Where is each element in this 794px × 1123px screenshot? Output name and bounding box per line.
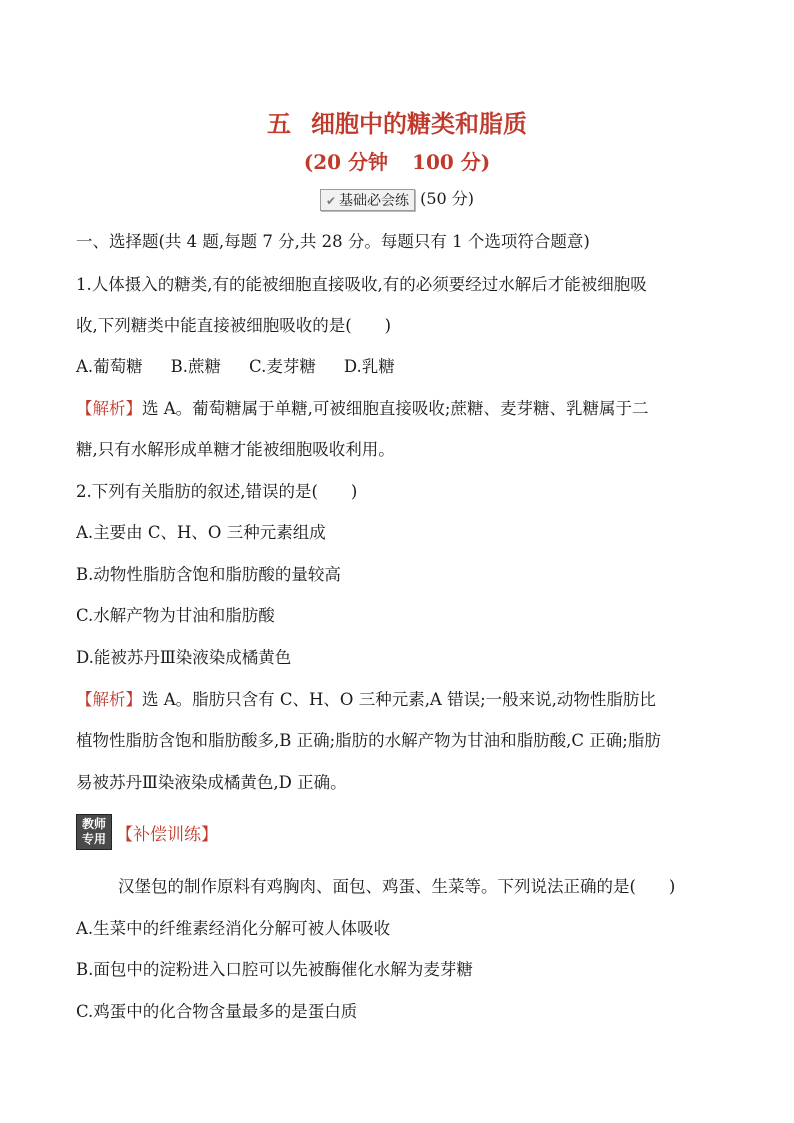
- q2-analysis-line1: [76, 690, 726, 710]
- q1-analysis-text1: 选 A。葡萄糖属于单糖,可被细胞直接吸收;蔗糖、麦芽糖、乳糖属于二: [142, 399, 649, 418]
- time-limit: (20 分钟: [303, 150, 389, 174]
- q2-stem: 2.下列有关脂肪的叙述,错误的是( ): [76, 482, 358, 501]
- teacher-icon-bottom: 专用: [81, 832, 106, 846]
- chapter-title: 细胞中的糖类和脂质: [311, 110, 527, 138]
- q2-option-d: D.能被苏丹Ⅲ染液染成橘黄色: [76, 648, 292, 667]
- q1-analysis-tag: 【解析】: [76, 399, 142, 418]
- teacher-only-icon: [76, 814, 112, 850]
- q1-analysis-line1: [76, 399, 726, 419]
- time-score-line: [0, 146, 794, 175]
- teacher-only-block: [76, 814, 218, 850]
- q1-stem-line2: 收,下列糖类中能直接被细胞吸收的是( ): [76, 316, 392, 335]
- section-badge: [320, 189, 415, 211]
- checkmark-icon: ✔: [325, 193, 337, 208]
- page-title: [0, 104, 794, 139]
- q2-option-a: A.主要由 C、H、O 三种元素组成: [76, 523, 326, 542]
- section-header: [0, 186, 794, 211]
- q1-option-d: D.乳糖: [343, 357, 395, 376]
- q1-stem-line1: 1.人体摄入的糖类,有的能被细胞直接吸收,有的必须要经过水解后才能被细胞吸: [76, 275, 647, 294]
- section-label: 基础必会练: [339, 192, 410, 209]
- section-score: (50 分): [420, 189, 475, 208]
- q1-option-c: C.麦芽糖: [249, 357, 316, 376]
- q2-option-b: B.动物性脂肪含饱和脂肪酸的量较高: [76, 565, 341, 584]
- q1-analysis-line2: 糖,只有水解形成单糖才能被细胞吸收利用。: [76, 440, 395, 459]
- q2-analysis-line3: 易被苏丹Ⅲ染液染成橘黄色,D 正确。: [76, 773, 347, 792]
- supplement-option-c: C.鸡蛋中的化合物含量最多的是蛋白质: [76, 1002, 358, 1021]
- q2-option-c: C.水解产物为甘油和脂肪酸: [76, 606, 275, 625]
- supplement-option-a: A.生菜中的纤维素经消化分解可被人体吸收: [76, 919, 391, 938]
- q1-option-b: B.蔗糖: [170, 357, 222, 376]
- q1-option-a: A.葡萄糖: [76, 357, 143, 376]
- q2-analysis-text1: 选 A。脂肪只含有 C、H、O 三种元素,A 错误;一般来说,动物性脂肪比: [142, 690, 656, 709]
- total-score: 100 分): [412, 150, 491, 174]
- supplement-option-b: B.面包中的淀粉进入口腔可以先被酶催化水解为麦芽糖: [76, 960, 473, 979]
- supplement-stem: 汉堡包的制作原料有鸡胸肉、面包、鸡蛋、生菜等。下列说法正确的是( ): [118, 877, 676, 896]
- teacher-icon-top: 教师: [81, 817, 106, 831]
- instructions: 一、选择题(共 4 题,每题 7 分,共 28 分。每题只有 1 个选项符合题意): [76, 232, 590, 251]
- supplement-label: 【补偿训练】: [116, 824, 218, 845]
- q1-options: [76, 357, 726, 377]
- chapter-number: 五: [267, 110, 291, 138]
- q2-analysis-tag: 【解析】: [76, 690, 142, 709]
- q2-analysis-line2: 植物性脂肪含饱和脂肪酸多,B 正确;脂肪的水解产物为甘油和脂肪酸,C 正确;脂肪: [76, 731, 661, 750]
